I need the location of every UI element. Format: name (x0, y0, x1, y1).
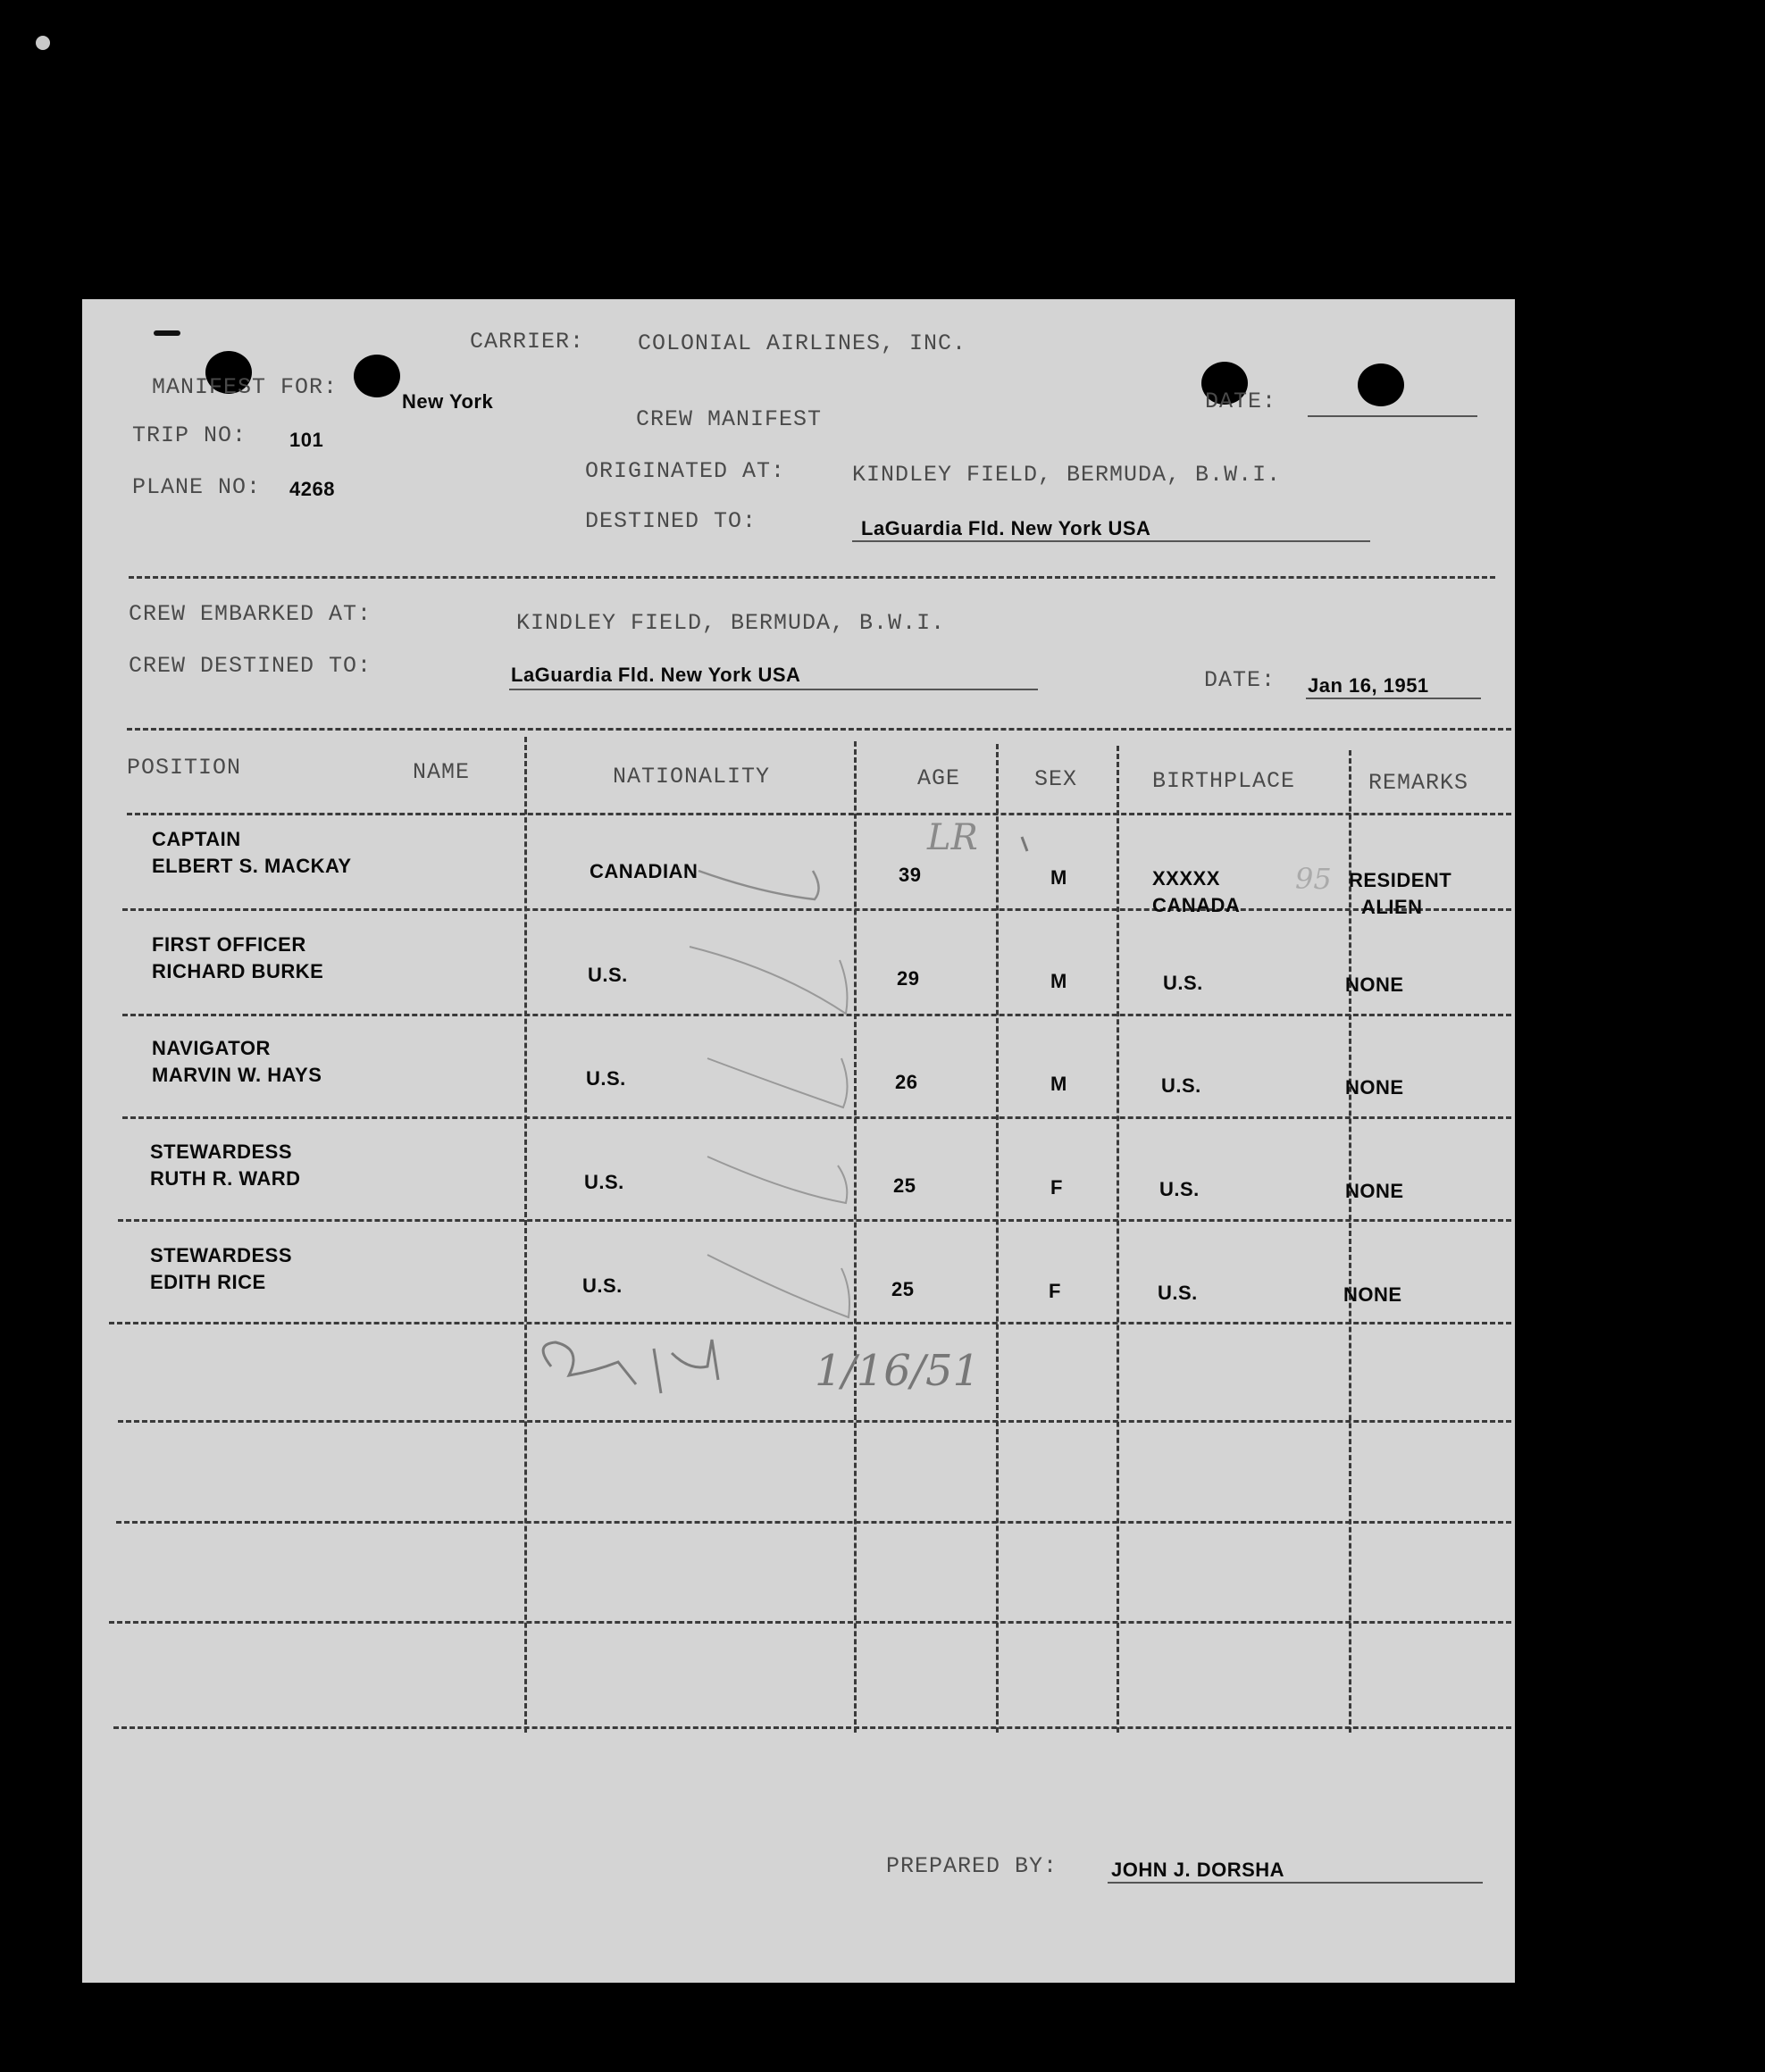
table-row-nationality: U.S. (582, 1274, 623, 1297)
handwritten-date-signature: 1/16/51 (815, 1346, 981, 1396)
table-row-remarks: NONE (1343, 1283, 1402, 1306)
table-row-birthplace: U.S. (1161, 1074, 1201, 1097)
column-divider (996, 744, 999, 1733)
table-header-rule (127, 813, 1511, 815)
plane-no-value: 4268 (289, 478, 335, 500)
table-row-age: 29 (897, 967, 920, 990)
originated-value: KINDLEY FIELD, BERMUDA, B.W.I. (852, 462, 1282, 488)
table-row-sex: M (1050, 1073, 1067, 1095)
dust-speck (36, 36, 50, 50)
manifest-for-value: New York (402, 390, 494, 413)
crew-destined-label: CREW DESTINED TO: (129, 653, 372, 679)
table-row-nationality: CANADIAN (590, 860, 698, 882)
crew-date-underline (1306, 698, 1481, 699)
header-nationality: NATIONALITY (613, 764, 771, 790)
punch-hole (354, 355, 400, 397)
punch-hole (1358, 363, 1404, 406)
table-top-rule (127, 728, 1511, 731)
column-divider (1349, 750, 1351, 1733)
trip-no-value: 101 (289, 429, 324, 451)
row-rule (116, 1521, 1511, 1524)
table-row-name: ELBERT S. MACKAY (152, 855, 352, 877)
handwritten-margin-number: 95 (1295, 862, 1332, 896)
trip-no-label: TRIP NO: (132, 422, 247, 448)
row-rule (122, 1116, 1511, 1119)
column-divider (524, 737, 527, 1733)
row-rule (109, 1621, 1511, 1624)
table-row-position: FIRST OFFICER (152, 933, 306, 956)
table-row-birthplace: U.S. (1163, 972, 1203, 994)
manifest-sheet (82, 299, 1515, 1983)
table-row-sex: M (1050, 970, 1067, 992)
table-row-birthplace: U.S. (1159, 1178, 1200, 1200)
header-age: AGE (917, 765, 961, 791)
crew-destined-value: LaGuardia Fld. New York USA (511, 664, 801, 686)
column-divider (854, 741, 857, 1733)
table-row-birthplace: U.S. (1158, 1282, 1198, 1304)
table-row-remarks: NONE (1345, 1076, 1404, 1099)
header-position: POSITION (127, 755, 242, 781)
crew-destined-underline (509, 689, 1038, 690)
section-divider (129, 576, 1495, 579)
originated-label: ORIGINATED AT: (585, 458, 786, 484)
table-row-nationality: U.S. (584, 1171, 624, 1193)
table-row-remarks: RESIDENT (1349, 869, 1452, 891)
carrier-label: CARRIER: (470, 329, 585, 355)
table-row-name: MARVIN W. HAYS (152, 1064, 322, 1086)
destined-value: LaGuardia Fld. New York USA (861, 517, 1151, 539)
table-row-remarks: NONE (1345, 973, 1404, 996)
header-sex: SEX (1034, 766, 1078, 792)
table-row-nationality: U.S. (586, 1067, 626, 1090)
table-row-sex: F (1049, 1280, 1061, 1302)
row-rule (118, 1219, 1511, 1222)
carrier-name: COLONIAL AIRLINES, INC. (638, 330, 967, 356)
table-row-position: NAVIGATOR (152, 1037, 271, 1059)
crew-embarked-label: CREW EMBARKED AT: (129, 601, 372, 627)
pencil-check-marks (82, 299, 1515, 1983)
prepared-by-value: JOHN J. DORSHA (1111, 1859, 1285, 1881)
table-row-nationality: U.S. (588, 964, 628, 986)
row-rule (113, 1726, 1511, 1729)
table-row-position: CAPTAIN (152, 828, 241, 850)
row-rule (109, 1322, 1511, 1324)
manifest-for-label: MANIFEST FOR: (152, 374, 339, 400)
table-row-position: STEWARDESS (150, 1140, 293, 1163)
crew-date-label: DATE: (1204, 667, 1276, 693)
row-rule (118, 1420, 1511, 1423)
row-rule (122, 1014, 1511, 1016)
table-row-remarks: NONE (1345, 1180, 1404, 1202)
crew-embarked-value: KINDLEY FIELD, BERMUDA, B.W.I. (516, 610, 946, 636)
table-row-age: 26 (895, 1071, 918, 1093)
crew-date-value: Jan 16, 1951 (1308, 674, 1429, 697)
table-row-name: RICHARD BURKE (152, 960, 324, 982)
header-name: NAME (413, 759, 471, 785)
date-label: DATE: (1205, 388, 1277, 414)
prepared-by-label: PREPARED BY: (886, 1853, 1058, 1879)
column-divider (1117, 746, 1119, 1733)
row-rule (122, 908, 1511, 911)
table-row-age: 25 (891, 1278, 915, 1300)
table-row-sex: M (1050, 866, 1067, 889)
table-row-age: 39 (899, 864, 922, 886)
table-row-birthplace: XXXXX (1152, 867, 1220, 890)
destined-underline (852, 540, 1370, 542)
header-birthplace: BIRTHPLACE (1152, 768, 1296, 794)
table-row-position: STEWARDESS (150, 1244, 293, 1266)
plane-no-label: PLANE NO: (132, 474, 262, 500)
header-remarks: REMARKS (1368, 770, 1469, 796)
handwritten-initials: LR (927, 817, 978, 858)
table-row-age: 25 (893, 1174, 916, 1197)
date-underline (1308, 415, 1477, 417)
table-row-name: RUTH R. WARD (150, 1167, 301, 1190)
table-row-remarks: ALIEN (1361, 896, 1423, 918)
table-row-birthplace: CANADA (1152, 894, 1241, 916)
smudge-mark (154, 330, 180, 336)
prepared-by-underline (1108, 1882, 1483, 1884)
table-row-sex: F (1050, 1176, 1063, 1199)
table-row-name: EDITH RICE (150, 1271, 266, 1293)
document-title: CREW MANIFEST (636, 406, 823, 432)
destined-label: DESTINED TO: (585, 508, 757, 534)
